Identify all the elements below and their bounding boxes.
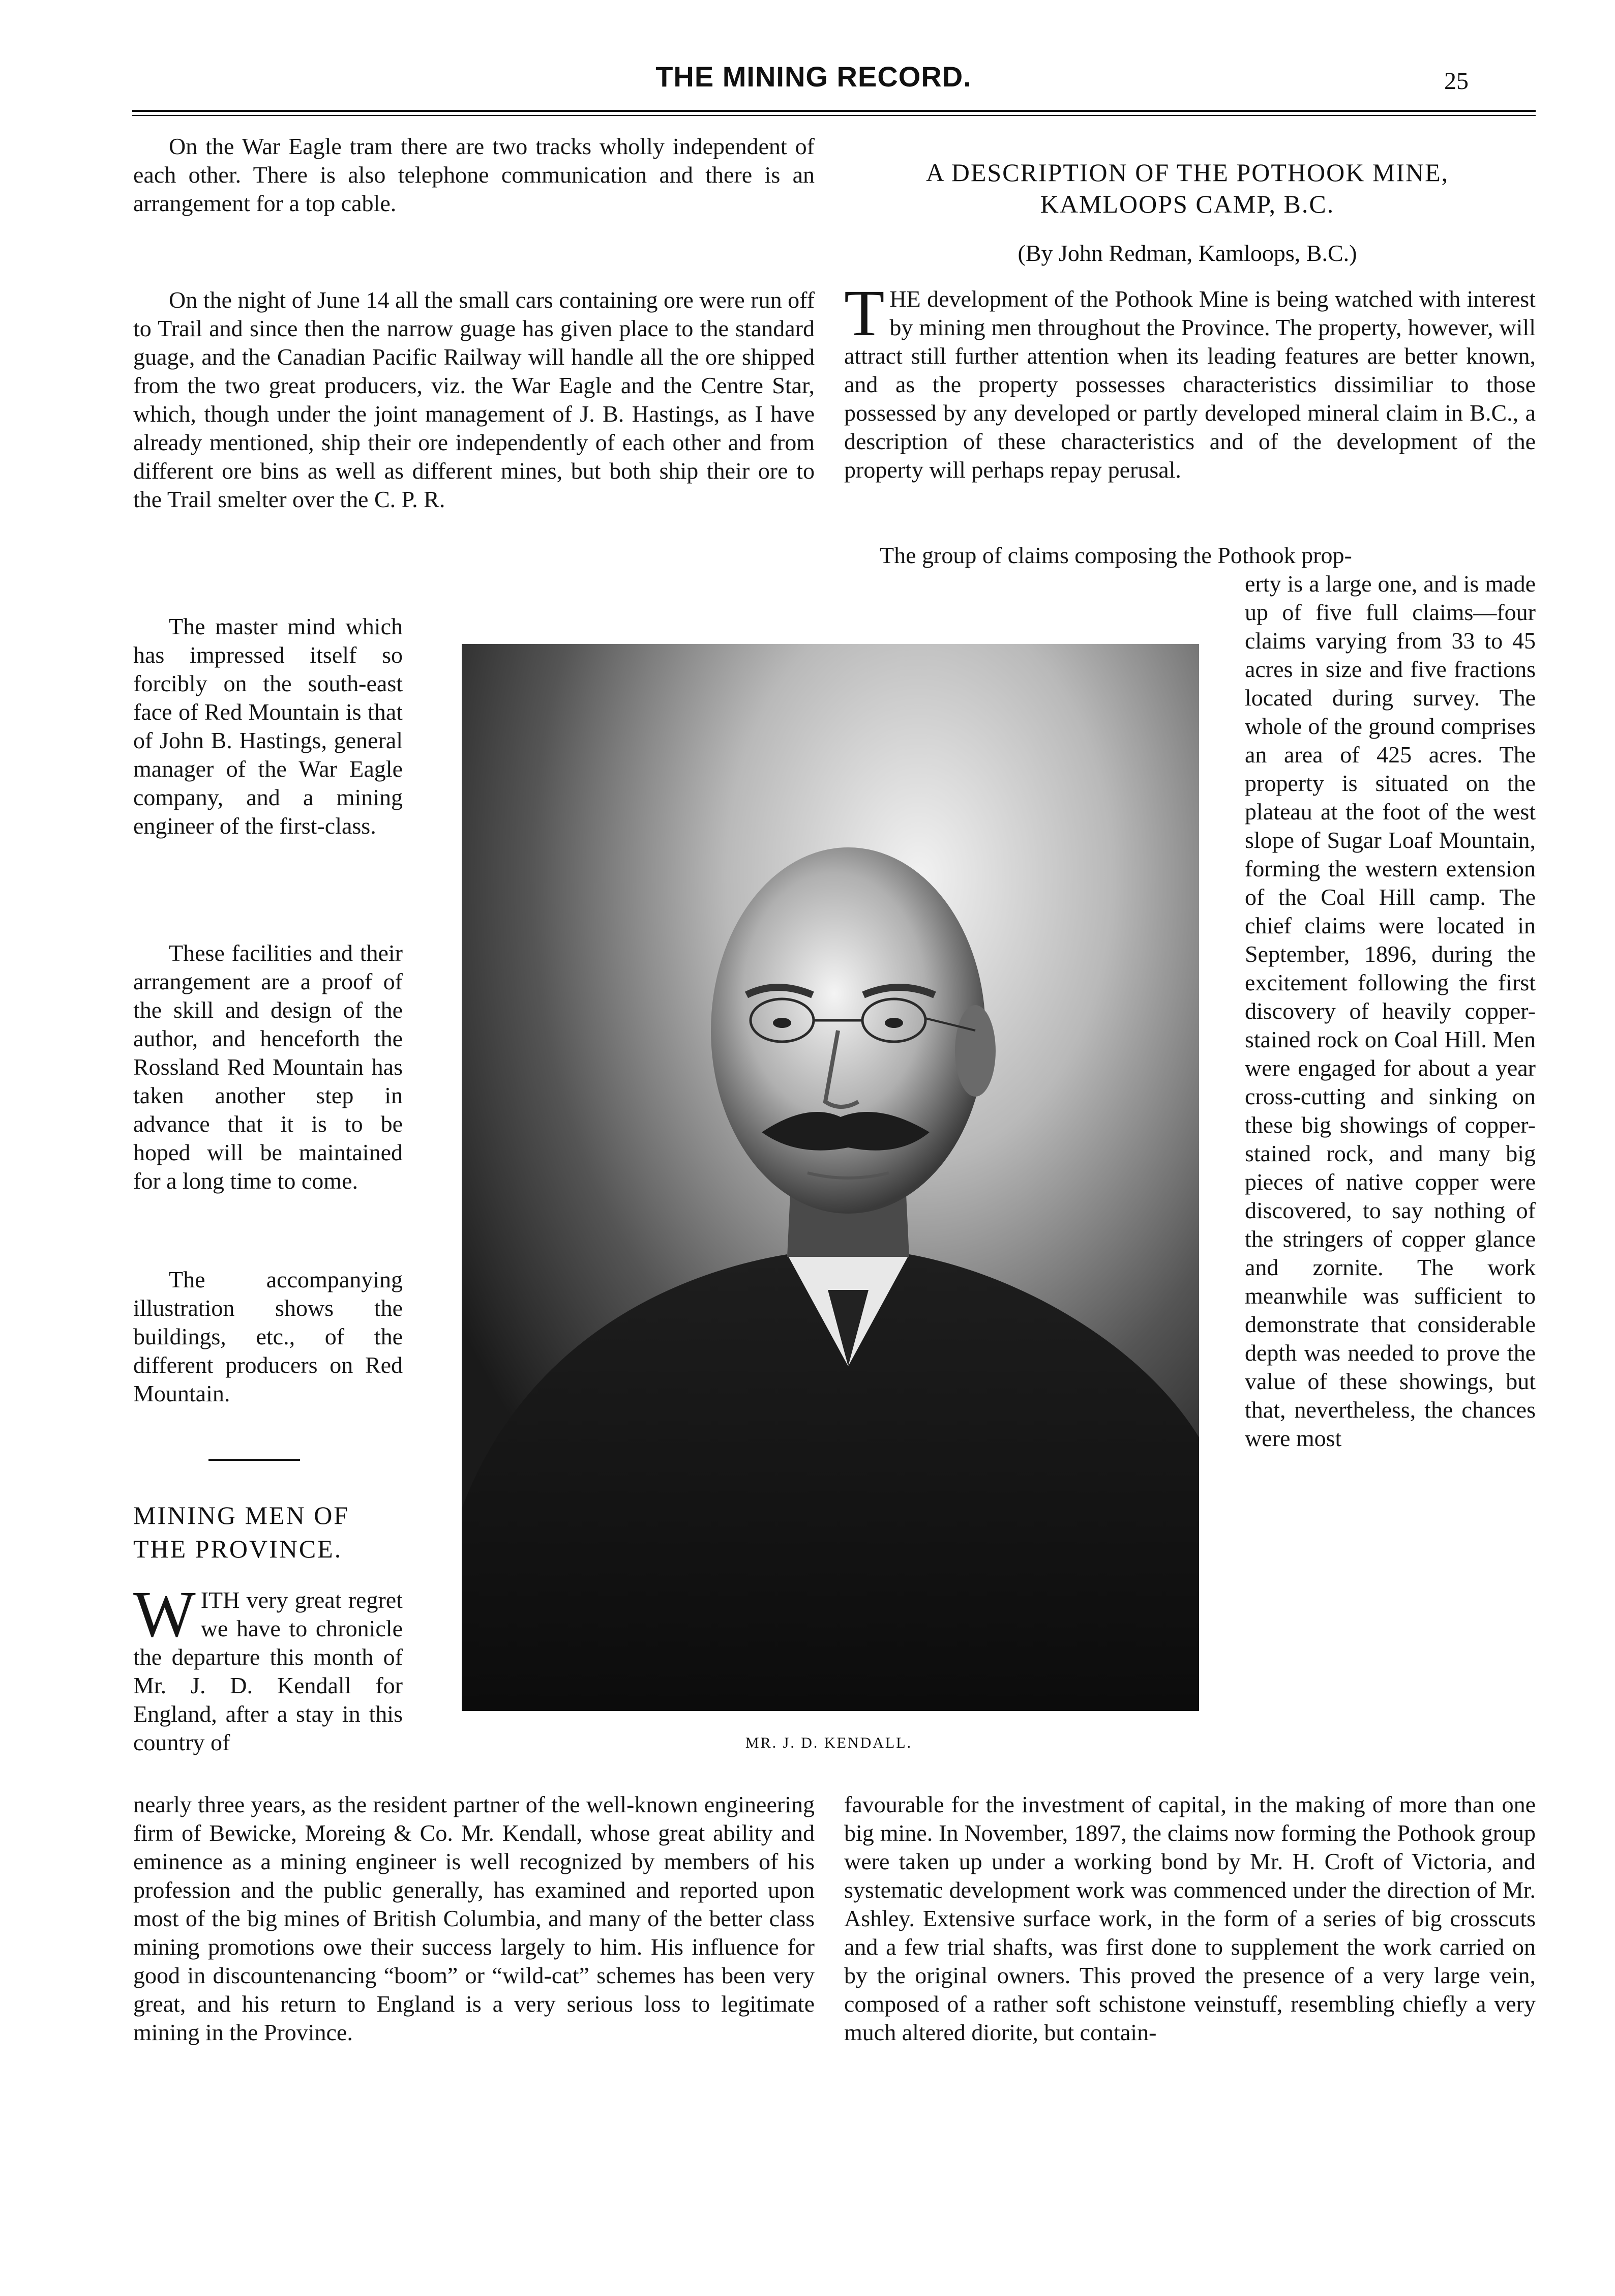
section-divider [208, 1459, 300, 1461]
left-paragraph-6-upper [133, 1578, 403, 1757]
dropcap-w: W [133, 1578, 196, 1651]
portrait-caption: MR. J. D. KENDALL. [745, 1734, 913, 1751]
portrait-photo [462, 644, 1199, 1711]
right-paragraph-2-lead: The group of claims composing the Pothook prop- [880, 542, 1352, 568]
article-title-line-2: KAMLOOPS CAMP, B.C. [1040, 190, 1335, 218]
header-rule [132, 110, 1536, 112]
right-paragraph-2-wide: favourable for the investment of capital, in the making of more than one big mine. In November, 1897, the claims now forming the Pothook group were taken up under a working bond by Mr. H. Croft of Victoria, and systematic development work was commenced under the direction of Mr. Ashley. Extensive surface work, in the form of a series of big crosscuts and a few trial shafts, was first done to supplement the work carried on by the original owners. This proved the presence of a very large vein, composed of a rather soft schistone veinstuff, resembling chiefly a very much altered diorite, but contain- [844, 1791, 1536, 2045]
left-paragraph-6-lower: nearly three years, as the resident partner of the well-known engineering firm of Bewicke, Moreing & Co. Mr. Kendall, whose great ability and eminence as a mining engineer is well recognized by members of his profession and the public generally, has examined and reported upon most of the big mines of British Columbia, and many of the better class mining promotions owe their success largely to him. His influence for good in discountenancing “boom” or “wild-cat” schemes has been very great, and his return to England is a very serious loss to legitimate mining in the Province. [133, 1791, 815, 2045]
header-rule-thin [132, 115, 1536, 116]
portrait-illustration [462, 644, 1199, 1711]
article-title-line-1: A DESCRIPTION OF THE POTHOOK MINE, [925, 158, 1449, 187]
right-paragraph-2-narrow: erty is a large one, and is made up of five full claims—four claims varying from 33 to 45 acres in size and five fractions located during survey. The whole of the ground comprises an area of 425 acres. The property is situated on the plateau at the foot of the west slope of Sugar Loaf Mountain, forming the western extension of the Coal Hill camp. The chief claims were located in September, 1896, during the excitement following the first discovery of heavily copper-stained rock on Coal Hill. Men were engaged for about a year cross-cutting and sinking on these big showings of copper-stained rock, and many big pieces of native copper were discovered, to say nothing of the stringers of copper glance and zornite. The work meanwhile was sufficient to demonstrate that considerable depth was needed to prove the value of these showings, but that, nevertheless, the chances were most [1245, 571, 1536, 1451]
left-paragraph-1: On the War Eagle tram there are two tracks wholly independent of each other. There is also telephone communication and there is an arrangement for a top cable. [133, 133, 815, 216]
section-heading: MINING MEN OF THE PROVINCE. [133, 1501, 350, 1563]
page-number: 25 [1444, 68, 1469, 95]
left-paragraph-4: These facilities and their arrangement are a proof of the skill and design of the author, and henceforth the Rossland Red Mountain has taken another step in advance that it is to be hoped will be maintained for a long time to come. [133, 940, 403, 1194]
right-paragraph-1 [844, 277, 1536, 484]
running-head: THE MINING RECORD. [655, 61, 972, 93]
dropcap-t: T [844, 277, 885, 350]
left-paragraph-6-upper-text: ITH very great regret we have to chronicle the departure this month of Mr. J. D. Kendall for England, after a stay in this country of [133, 1587, 403, 1755]
article-byline: (By John Redman, Kamloops, B.C.) [1018, 240, 1357, 266]
right-paragraph-1-text: HE development of the Pothook Mine is being watched with interest by mining men throughout the Province. The property, however, will attract still further attention when its leading features are better known, and as the property possesses characteristics dissimiliar to those possessed by any developed or partly developed mineral claim in B.C., a description of these characteristics and of the development of the property will perhaps repay perusal. [844, 286, 1536, 483]
left-paragraph-3: The master mind which has impressed itself so forcibly on the south-east face of Red Mountain is that of John B. Hastings, general manager of the War Eagle company, and a mining engineer of the first-class. [133, 613, 403, 839]
left-paragraph-5: The accompanying illustration shows the buildings, etc., of the different producers on Red Mountain. [133, 1267, 403, 1406]
left-paragraph-2: On the night of June 14 all the small cars containing ore were run off to Trail and since then the narrow guage has given place to the standard guage, and the Canadian Pacific Railway will handle all the ore shipped from the two great producers, viz. the War Eagle and the Centre Star, which, though under the joint management of J. B. Hastings, as I have already mentioned, ship their ore independently of each other and from different ore bins as well as different mines, but both ship their ore to the Trail smelter over the C. P. R. [133, 287, 815, 512]
